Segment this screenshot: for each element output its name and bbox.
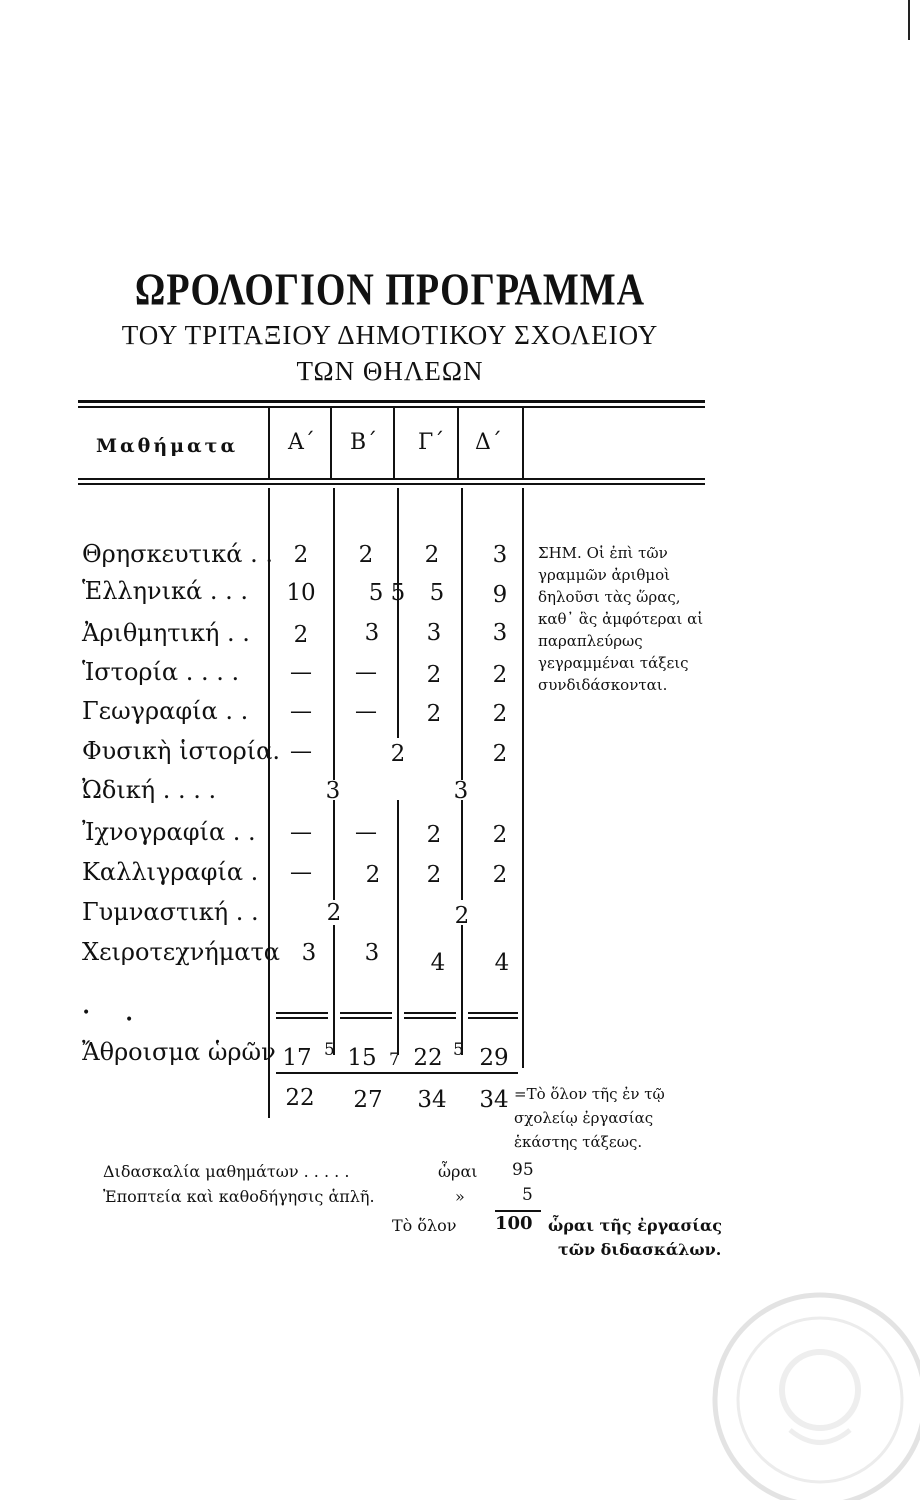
cell-value: 4 (494, 950, 510, 976)
cell-value: 2 (492, 822, 508, 848)
sum-rule (276, 1012, 328, 1014)
sum-rule (468, 1012, 518, 1014)
sum-rule (340, 1012, 392, 1014)
cell-value: 3 (453, 778, 469, 804)
top-rule-2 (78, 406, 705, 408)
page-title: ΩΡΟΛΟΓΙΟΝ ΠΡΟΓΡΑΜΜΑ (134, 264, 646, 316)
cell-value: 2 (424, 542, 440, 568)
sum-rule (404, 1017, 456, 1019)
header-col-d: Δ΄ (475, 430, 502, 455)
cell-value: 3 (492, 542, 508, 568)
subject-row: Ὠδική . . . . (82, 776, 217, 804)
cell-value: — (290, 699, 312, 724)
cell-value: — (355, 699, 377, 724)
column-divider (522, 488, 524, 1068)
cell-value: — (355, 820, 377, 845)
sum-rule (276, 1017, 328, 1019)
subject-row: Ἰχνογραφία . . (82, 818, 256, 846)
header-subjects: Μαθήματα (96, 435, 239, 457)
cell-value: 5 (429, 580, 445, 606)
summary-unit-1: ὧραι (438, 1162, 478, 1181)
cell-value: 9 (492, 582, 508, 608)
subject-row: Ἱστορία . . . . (82, 658, 240, 686)
cell-value: — (290, 860, 312, 885)
header-vline (330, 408, 332, 480)
cell-value: 2 (390, 741, 406, 767)
sum-value: 22 (413, 1045, 443, 1071)
summary-total-value: 100 (495, 1213, 533, 1234)
sum-rule (468, 1017, 518, 1019)
cell-value: 3 (301, 940, 317, 966)
summary-total-text-2: τῶν διδασκάλων. (558, 1240, 722, 1259)
column-divider (397, 800, 399, 1055)
subject-row: Ἑλληνικά . . . (82, 577, 248, 605)
header-col-a: Α΄ (288, 430, 315, 455)
column-divider (461, 925, 463, 1055)
cell-value: 3 (364, 620, 380, 646)
summary-unit-2: » (455, 1187, 465, 1206)
header-vline (522, 408, 524, 480)
column-divider (397, 488, 399, 738)
summary-rule (495, 1210, 541, 1212)
total-value: 22 (285, 1085, 315, 1111)
column-divider (333, 488, 335, 780)
cell-value: 2 (454, 903, 470, 929)
sum-value: 7 (389, 1050, 400, 1070)
totals-note: =Τὸ ὅλον τῆς ἐν τῷ σχολείῳ ἐργασίας ἑκάστης τάξεως. (514, 1085, 665, 1151)
column-divider (268, 488, 270, 1118)
cell-value: 5 5 (368, 580, 406, 606)
cell-value: 3 (364, 940, 380, 966)
subject-row: Γεωγραφία . . (82, 697, 249, 725)
column-divider (461, 488, 463, 780)
subject-row: Φυσικὴ ἱστορία. (82, 737, 280, 765)
subject-row: Χειροτεχνήματα (82, 938, 280, 966)
sum-rule (404, 1012, 456, 1014)
sum-label: Ἄθροισμα ὡρῶν (82, 1038, 276, 1066)
total-value: 34 (417, 1087, 447, 1113)
header-rule-2 (78, 483, 705, 485)
cell-value: 3 (426, 620, 442, 646)
brace-rule (276, 1072, 518, 1074)
cell-value: 2 (293, 622, 309, 648)
page-edge (908, 0, 910, 40)
total-value: 27 (353, 1087, 383, 1113)
cell-value: — (290, 820, 312, 845)
cell-value: 2 (365, 862, 381, 888)
summary-label-2: Ἐποπτεία καὶ καθοδήγησις ἁπλῆ. (103, 1187, 375, 1206)
sum-rule (340, 1017, 392, 1019)
bullet-dot: • (125, 1012, 134, 1028)
cell-value: 2 (358, 542, 374, 568)
subject-row: Ἀριθμητική . . (82, 619, 250, 647)
cell-value: — (290, 739, 312, 764)
cell-value: 2 (426, 662, 442, 688)
header-col-b: Β΄ (350, 430, 378, 455)
sum-value: 5 (453, 1040, 464, 1060)
bullet-dot: • (82, 1005, 91, 1021)
cell-value: 2 (426, 862, 442, 888)
cell-value: 2 (426, 701, 442, 727)
cell-value: 2 (326, 900, 342, 926)
cell-value: — (355, 660, 377, 685)
header-col-c: Γ΄ (418, 430, 445, 455)
subject-row: Καλλιγραφία . (82, 858, 259, 886)
cell-value: 2 (492, 701, 508, 727)
cell-value: 10 (286, 580, 316, 606)
sum-value: 15 (347, 1045, 377, 1071)
cell-value: 4 (430, 950, 446, 976)
sum-value: 29 (479, 1045, 509, 1071)
cell-value: 2 (426, 822, 442, 848)
summary-value-2: 5 (522, 1185, 533, 1205)
header-rule (78, 478, 705, 480)
cell-value: 3 (325, 778, 341, 804)
library-stamp-watermark (700, 1280, 920, 1500)
header-vline (268, 408, 270, 480)
header-vline (457, 408, 459, 480)
column-divider (461, 800, 463, 900)
page-subtitle-1: ΤΟΥ ΤΡΙΤΑΞΙΟΥ ΔΗΜΟΤΙΚΟΥ ΣΧΟΛΕΙΟΥ (121, 320, 659, 350)
cell-value: 3 (492, 620, 508, 646)
cell-value: 2 (492, 741, 508, 767)
cell-value: 2 (492, 862, 508, 888)
subject-row: Γυμναστική . . (82, 898, 259, 926)
summary-value-1: 95 (512, 1160, 534, 1180)
header-vline (393, 408, 395, 480)
column-divider (333, 925, 335, 1055)
cell-value: — (290, 660, 312, 685)
summary-label-1: Διδασκαλία μαθημάτων . . . . . (103, 1162, 350, 1181)
summary-total-text: ὧραι τῆς ἐργασίας (548, 1216, 723, 1235)
cell-value: 2 (293, 542, 309, 568)
summary-total-label: Τὸ ὅλον (392, 1216, 457, 1235)
side-note: ΣΗΜ. Οἱ ἐπὶ τῶν γραμμῶν ἀριθμοὶ δηλοῦσι τὰς ὥρας, καθ᾿ ἃς ἀμφότεραι αἱ παραπλεύρως γεγραμμέναι τάξεις συνδιδάσκονται. (538, 544, 704, 694)
column-divider (333, 800, 335, 900)
sum-value: 5 (324, 1040, 335, 1060)
sum-value: 17 (282, 1045, 312, 1071)
page-subtitle-2: ΤΩΝ ΘΗΛΕΩΝ (296, 356, 484, 386)
total-value: 34 (479, 1087, 509, 1113)
top-rule (78, 400, 705, 403)
cell-value: 2 (492, 662, 508, 688)
subject-row: Θρησκευτικά . . (82, 540, 273, 568)
